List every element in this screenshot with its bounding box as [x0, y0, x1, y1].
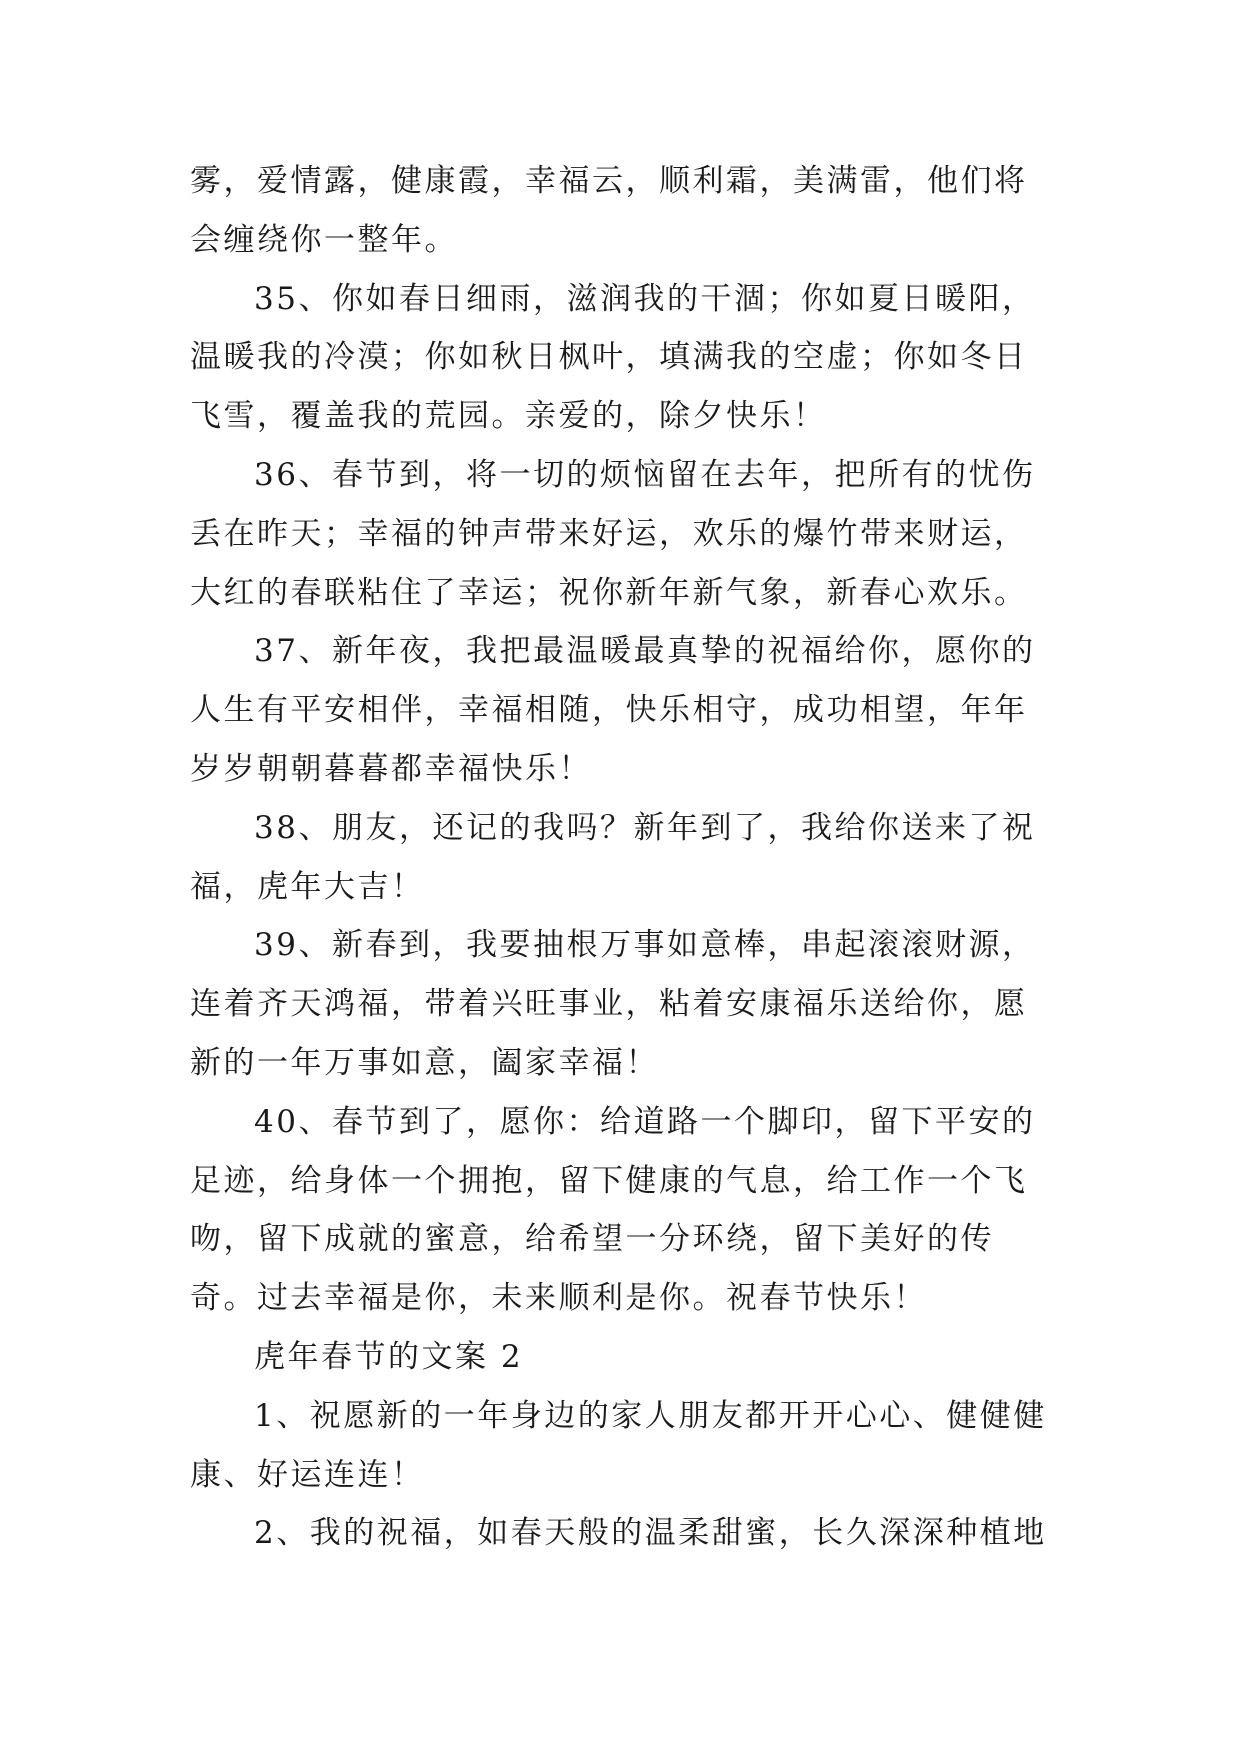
paragraph-continuation: 雾，爱情露，健康霞，幸福云，顺利霜，美满雷，他们将会缠绕你一整年。: [190, 163, 1028, 258]
paragraph-item-40: 40、春节到了，愿你：给道路一个脚印，留下平安的足迹，给身体一个拥抱，留下健康的气息，给工作一个飞吻，留下成就的蜜意，给希望一分环绕，留下美好的传奇。过去幸福是你，未来顺利是你。祝春节快乐！: [190, 1103, 1036, 1317]
paragraph-item-1: 1、祝愿新的一年身边的家人朋友都开开心心、健健健康、好运连连！: [190, 1397, 1047, 1493]
paragraph-item-2: 2、我的祝福，如春天般的温柔甜蜜，长久深深种植地: [254, 1515, 1047, 1552]
paragraph-item-35: 35、你如春日细雨，滋润我的干涸；你如夏日暖阳，温暖我的冷漠；你如秋日枫叶，填满我的空虚；你如冬日飞雪，覆盖我的荒园。亲爱的，除夕快乐！: [190, 280, 1036, 435]
paragraph-item-36: 36、春节到，将一切的烦恼留在去年，把所有的忧伤丢在昨天；幸福的钟声带来好运，欢乐的爆竹带来财运，大红的春联粘住了幸运；祝你新年新气象，新春心欢乐。: [190, 456, 1036, 611]
paragraph-item-37: 37、新年夜，我把最温暖最真挚的祝福给你，愿你的人生有平安相伴，幸福相随，快乐相守，成功相望，年年岁岁朝朝暮暮都幸福快乐！: [190, 633, 1036, 787]
paragraph-item-39: 39、新春到，我要抽根万事如意棒，串起滚滚财源，连着齐天鸿福，带着兴旺事业，粘着安康福乐送给你，愿新的一年万事如意，阖家幸福！: [190, 927, 1036, 1081]
document-body: [190, 152, 1050, 1563]
paragraph-item-38: 38、朋友，还记的我吗？新年到了，我给你送来了祝福，虎年大吉！: [190, 809, 1036, 905]
section-heading: 虎年春节的文案 2: [254, 1338, 524, 1375]
